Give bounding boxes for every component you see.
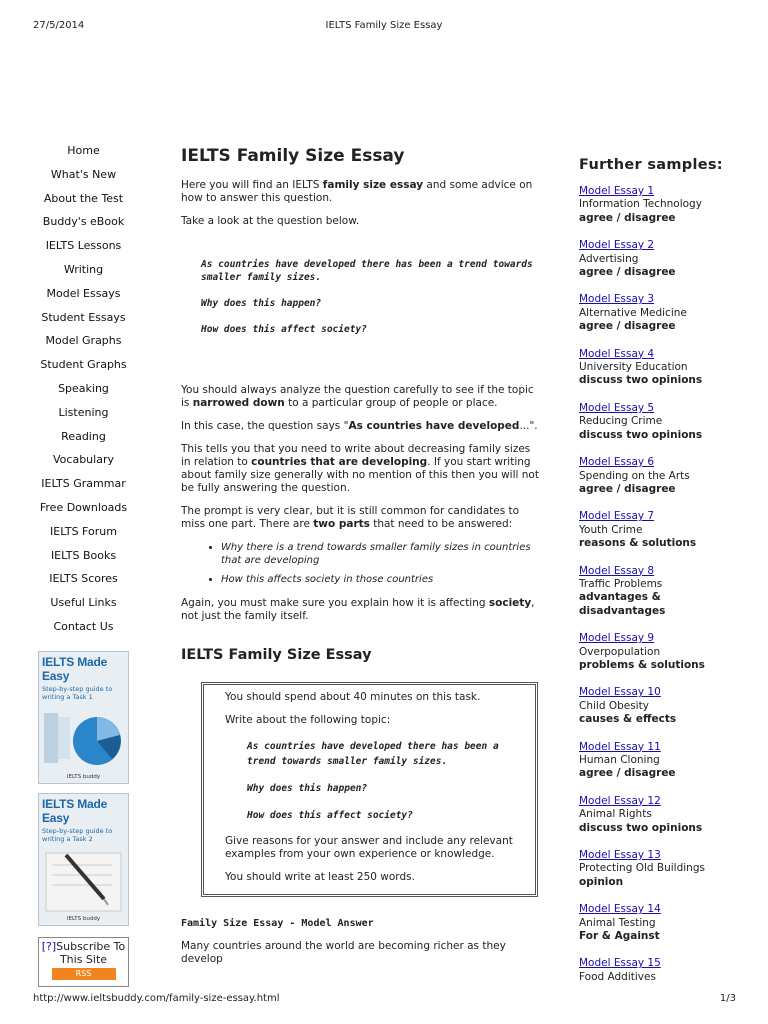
nav-contact-us[interactable]: Contact Us (53, 619, 114, 633)
task-question-text: As countries have developed there has been a trend towards smaller family sizes. (247, 741, 499, 767)
promo-brand: IELTS buddy (66, 774, 101, 780)
sidebar-title: Further samples: (579, 157, 723, 173)
nav-student-essays[interactable]: Student Essays (41, 310, 126, 324)
sample-item (579, 510, 739, 550)
model-essay-11-link[interactable]: Model Essay 11 (579, 740, 661, 753)
tells-paragraph: This tells you that you need to write about decreasing family sizes in relation to countries that are developing. If you start writing about family size generally with no mention of this then you will not be fully answering the question. (181, 443, 539, 494)
nav-about-the-test[interactable]: About the Test (43, 191, 124, 205)
sample-type: problems & solutions (579, 658, 705, 671)
sample-item (579, 565, 739, 619)
model-essay-7-link[interactable]: Model Essay 7 (579, 510, 655, 523)
case-paragraph: In this case, the question says "As countries have developed...". (181, 420, 538, 432)
print-page-number: 1/3 (719, 993, 736, 1004)
nav-useful-links[interactable]: Useful Links (50, 596, 117, 610)
analyze-paragraph: You should always analyze the question carefully to see if the topic is narrowed down to a particular group of people or place. (181, 384, 534, 409)
again-paragraph: Again, you must make sure you explain how it is affecting society, not just the family itself. (181, 597, 535, 622)
list-item: • How this affects society in those countries (221, 573, 541, 586)
sample-item (579, 348, 739, 388)
model-essay-3-link[interactable]: Model Essay 3 (579, 293, 655, 306)
promo-subtitle: Step-by-step guide to writing a Task 2 (42, 827, 113, 843)
subscribe-help-link[interactable]: [?] (41, 940, 57, 953)
sample-item (579, 239, 739, 279)
left-nav (38, 141, 129, 641)
sample-type: causes & effects (579, 713, 677, 726)
question-text: As countries have developed there has been a trend towards smaller family sizes. (201, 259, 533, 283)
sample-type: discuss two opinions (579, 821, 703, 834)
nav-ielts-lessons[interactable]: IELTS Lessons (45, 239, 122, 253)
essay-question (201, 258, 541, 336)
ebook-promo-task1[interactable] (38, 651, 129, 784)
promo-subtitle: Step-by-step guide to writing a Task 1 (42, 685, 113, 701)
model-essay-10-link[interactable]: Model Essay 10 (579, 686, 661, 699)
promo-title: IELTS Made Easy (42, 797, 108, 825)
nav-buddys-ebook[interactable]: Buddy's eBook (42, 215, 125, 229)
list-item: • Why there is a trend towards smaller family sizes in countries that are developing (221, 541, 541, 567)
sample-topic: Reducing Crime (579, 415, 663, 428)
sample-topic: Food Additives (579, 970, 656, 983)
sample-type: agree / disagree (579, 211, 676, 224)
task-reasons: Give reasons for your answer and include any relevant examples from your own experience or knowledge. (225, 835, 513, 860)
sample-topic: Alternative Medicine (579, 306, 687, 319)
sample-item (579, 795, 739, 835)
subscribe-box (38, 937, 129, 987)
sample-topic: Spending on the Arts (579, 469, 690, 482)
model-essay-1-link[interactable]: Model Essay 1 (579, 185, 655, 197)
nav-model-essays[interactable]: Model Essays (46, 286, 121, 300)
nav-model-graphs[interactable]: Model Graphs (45, 334, 122, 348)
sample-item (579, 957, 739, 984)
section-title: IELTS Family Size Essay (181, 647, 372, 663)
sample-item (579, 456, 739, 496)
model-answer-title: Family Size Essay - Model Answer (181, 918, 374, 929)
ebook-promo-task2[interactable] (38, 793, 129, 926)
print-url: http://www.ieltsbuddy.com/family-size-essay.html (33, 993, 280, 1004)
task-box (201, 682, 538, 897)
print-title: IELTS Family Size Essay (325, 20, 443, 31)
further-samples-sidebar (579, 157, 739, 998)
nav-reading[interactable]: Reading (61, 429, 106, 443)
promo-brand: IELTS buddy (66, 916, 101, 922)
sample-item (579, 402, 739, 442)
parts-list (221, 541, 541, 586)
model-essay-14-link[interactable]: Model Essay 14 (579, 903, 661, 916)
pie-chart-icon (42, 703, 125, 773)
task-question (247, 739, 529, 823)
nav-ielts-scores[interactable]: IELTS Scores (49, 572, 118, 586)
task-spend: You should spend about 40 minutes on this task. (225, 691, 481, 703)
page-title: IELTS Family Size Essay (181, 146, 405, 166)
model-essay-15-link[interactable]: Model Essay 15 (579, 957, 661, 970)
nav-listening[interactable]: Listening (58, 405, 109, 419)
promo-title: IELTS Made Easy (42, 655, 108, 683)
sample-topic: Animal Rights (579, 808, 652, 821)
nav-home[interactable]: Home (67, 144, 100, 157)
nav-whats-new[interactable]: What's New (50, 167, 117, 181)
nav-ielts-forum[interactable]: IELTS Forum (50, 524, 117, 538)
model-essay-12-link[interactable]: Model Essay 12 (579, 794, 661, 807)
sample-type: agree / disagree (579, 482, 676, 495)
question-how: How does this affect society? (201, 324, 367, 335)
sample-topic: Child Obesity (579, 699, 649, 712)
prompt-paragraph: The prompt is very clear, but it is still common for candidates to miss one part. There are two parts that need to be answered: (181, 505, 520, 530)
pen-writing-icon (42, 845, 125, 915)
sample-topic: Human Cloning (579, 754, 660, 766)
question-why: Why does this happen? (201, 298, 322, 309)
model-essay-8-link[interactable]: Model Essay 8 (579, 564, 655, 577)
task-question-why: Why does this happen? (247, 783, 368, 794)
sample-topic: Information Technology (579, 198, 702, 211)
nav-student-graphs[interactable]: Student Graphs (40, 358, 127, 372)
nav-writing[interactable]: Writing (63, 262, 104, 276)
intro-paragraph: Here you will find an IELTS family size essay and some advice on how to answer this question. (181, 179, 533, 204)
main-content (181, 146, 541, 976)
sample-type: For & Against (579, 930, 660, 943)
nav-ielts-books[interactable]: IELTS Books (50, 548, 117, 562)
sample-topic: Traffic Problems (579, 577, 663, 590)
sample-item (579, 632, 739, 672)
sample-item (579, 686, 739, 726)
model-essay-6-link[interactable]: Model Essay 6 (579, 456, 655, 469)
sample-type: discuss two opinions (579, 374, 703, 387)
sample-type: reasons & solutions (579, 537, 697, 550)
task-question-how: How does this affect society? (247, 810, 413, 821)
model-essay-4-link[interactable]: Model Essay 4 (579, 347, 655, 360)
sample-topic: Youth Crime (579, 523, 643, 536)
nav-vocabulary[interactable]: Vocabulary (53, 453, 114, 467)
sample-topic: Protecting Old Buildings (579, 862, 705, 875)
sample-topic: University Education (579, 361, 688, 374)
model-essay-5-link[interactable]: Model Essay 5 (579, 401, 655, 414)
nav-free-downloads[interactable]: Free Downloads (39, 500, 128, 514)
sample-item (579, 185, 739, 225)
sample-item (579, 741, 739, 781)
sample-type: discuss two opinions (579, 428, 703, 441)
sample-topic: Animal Testing (579, 916, 656, 929)
sample-topic: Advertising (579, 252, 639, 265)
model-essay-9-link[interactable]: Model Essay 9 (579, 632, 655, 645)
nav-ielts-grammar[interactable]: IELTS Grammar (41, 477, 126, 491)
model-answer-start: Many countries around the world are becoming richer as they develop (181, 940, 506, 965)
sample-item (579, 903, 739, 943)
sample-type: advantages & disadvantages (579, 591, 666, 617)
sample-topic: Overpopulation (579, 645, 661, 658)
model-essay-2-link[interactable]: Model Essay 2 (579, 239, 655, 252)
sample-type: agree / disagree (579, 767, 676, 780)
sample-type: opinion (579, 875, 624, 888)
task-write: Write about the following topic: (225, 714, 391, 726)
subscribe-text: Subscribe To This Site (56, 940, 126, 966)
task-words: You should write at least 250 words. (225, 871, 415, 883)
rss-button[interactable]: RSS (52, 968, 116, 980)
sample-item (579, 293, 739, 333)
sample-type: agree / disagree (579, 320, 676, 333)
look-paragraph: Take a look at the question below. (181, 215, 360, 227)
model-essay-13-link[interactable]: Model Essay 13 (579, 849, 661, 862)
sample-item (579, 849, 739, 889)
sample-type: agree / disagree (579, 266, 676, 279)
nav-speaking[interactable]: Speaking (58, 381, 109, 395)
print-date: 27/5/2014 (33, 20, 85, 31)
